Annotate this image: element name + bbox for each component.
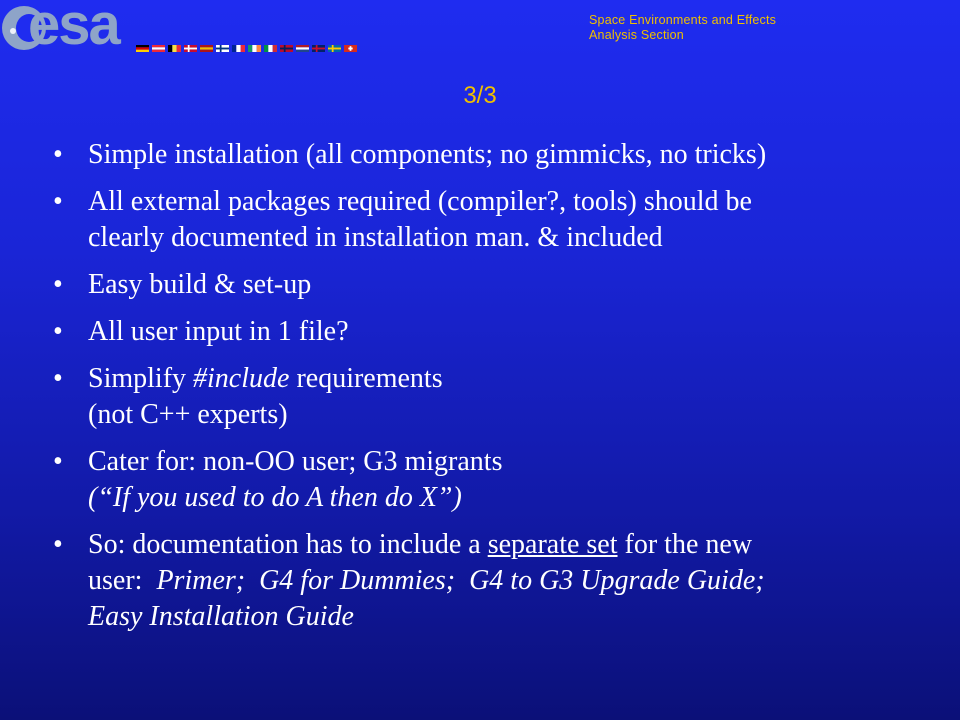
flag-finland: [216, 45, 229, 52]
member-state-flags: [136, 45, 357, 52]
flag-austria: [152, 45, 165, 52]
bullet-item: [48, 527, 938, 635]
bullet-text-italic: Easy Installation Guide: [88, 601, 354, 632]
bullet-text-italic: Primer; G4 for Dummies; G4 to G3 Upgrade Guide;: [156, 565, 765, 596]
bullet-text: • Easy build & set-up: [88, 269, 312, 300]
bullet-item: [48, 444, 938, 516]
flag-switzerland: [344, 45, 357, 52]
bullet-list: [48, 137, 938, 646]
flag-sweden: [328, 45, 341, 52]
flag-spain: [200, 45, 213, 52]
flag-denmark: [184, 45, 197, 52]
esa-logo: [0, 0, 380, 62]
bullet-text: requirements: [289, 363, 443, 394]
esa-logo-text: esa: [28, 0, 119, 57]
flag-ireland: [248, 45, 261, 52]
bullet-text: for the new: [617, 529, 753, 560]
flag-uk: [312, 45, 325, 52]
bullet-text: Simplify: [88, 363, 194, 394]
flag-italy: [264, 45, 277, 52]
bullet-item: [48, 184, 938, 256]
bullet-item: [48, 314, 938, 350]
bullet-text-underlined: separate set: [487, 529, 618, 560]
bullet-text-italic: #include: [193, 363, 290, 394]
section-header: [589, 13, 776, 43]
flag-germany: [136, 45, 149, 52]
flag-netherlands: [296, 45, 309, 52]
section-header-line-2: Analysis Section: [589, 28, 684, 42]
bullet-text: • All user input in 1 file?: [88, 316, 349, 347]
bullet-text-italic: (“If you used to do A then do X”): [88, 482, 462, 513]
bullet-line: [88, 563, 938, 599]
section-header-line-1: Space Environments and Effects: [589, 13, 777, 27]
slide-number: 3/3: [463, 82, 497, 109]
bullet-item: [48, 137, 938, 173]
bullet-line: [88, 527, 938, 563]
flag-norway: [280, 45, 293, 52]
bullet-text: • All external packages required (compiler?, tools) should be: [88, 186, 752, 217]
bullet-text: clearly documented in installation man. & included: [88, 222, 663, 253]
bullet-item: [48, 361, 938, 433]
bullet-text: (not C++ experts): [88, 399, 288, 430]
bullet-text: • Cater for: non-OO user; G3 migrants: [88, 446, 503, 477]
bullet-text: So: documentation has to include a: [88, 529, 488, 560]
flag-france: [232, 45, 245, 52]
bullet-text: • Simple installation (all components; no gimmicks, no tricks): [88, 139, 767, 170]
bullet-text: user:: [88, 565, 157, 596]
bullet-item: [48, 267, 938, 303]
bullet-line: [88, 361, 938, 397]
flag-belgium: [168, 45, 181, 52]
